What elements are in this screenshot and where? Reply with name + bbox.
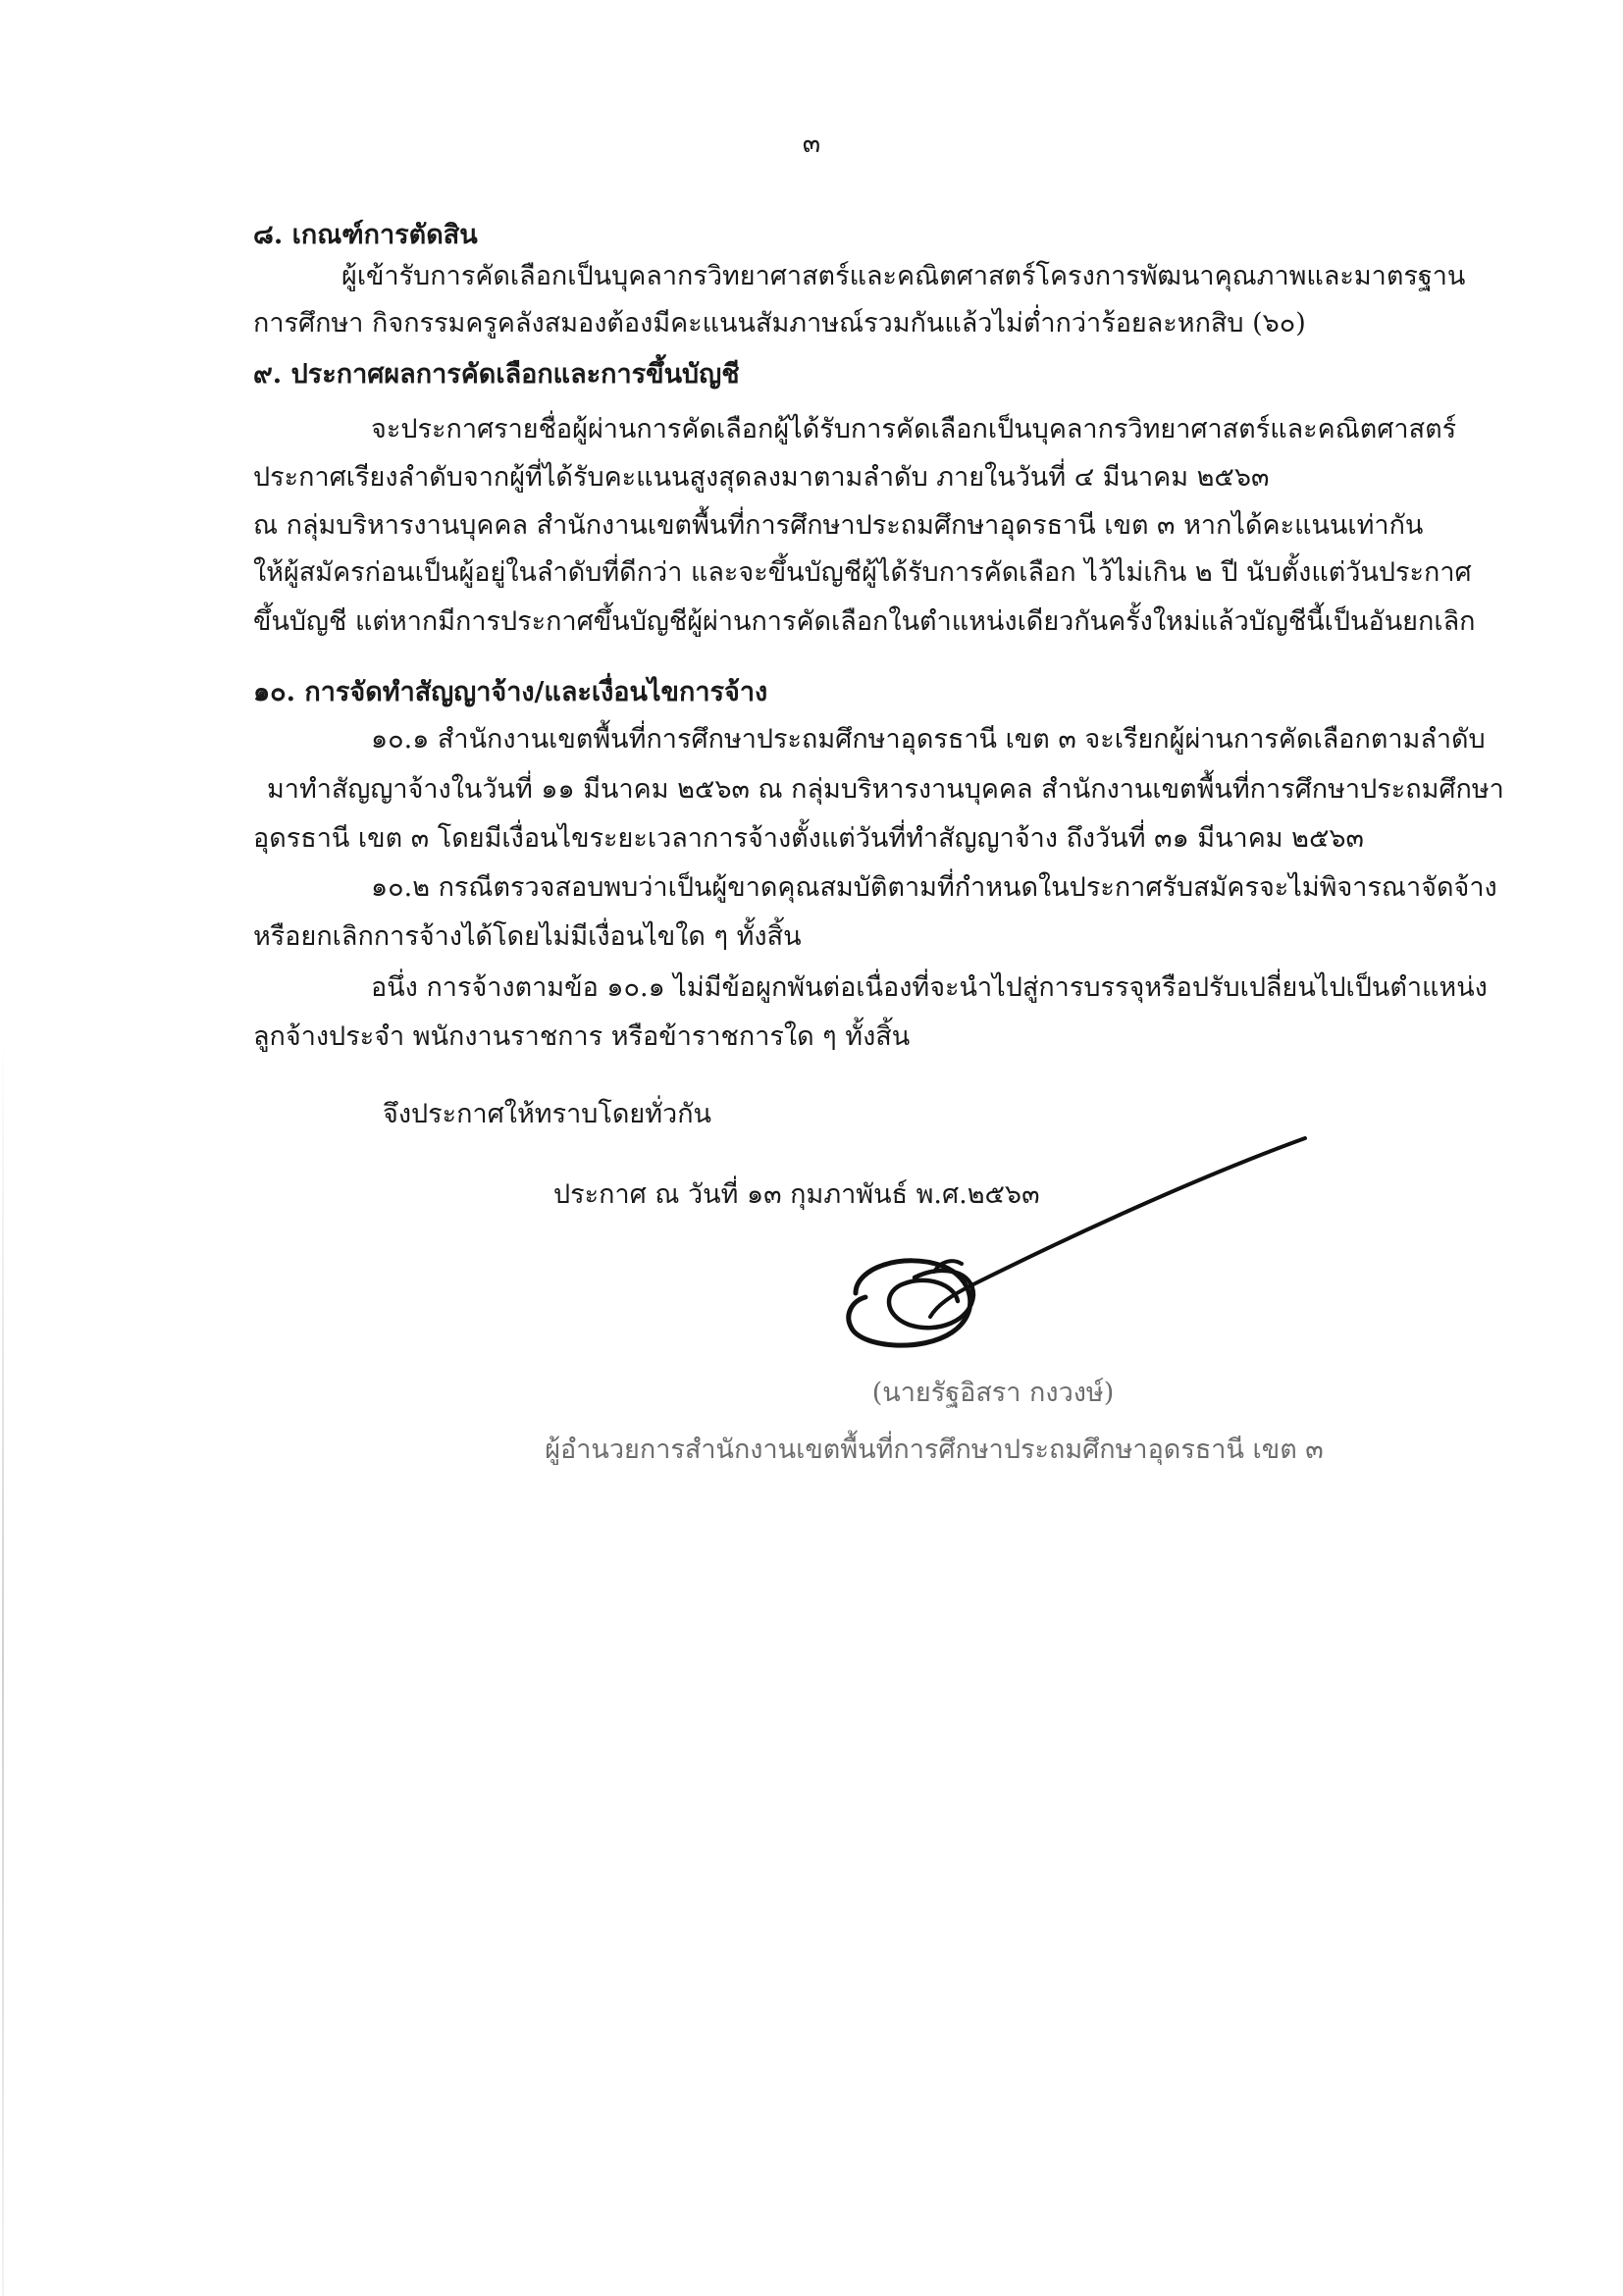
- section-8-line-1: ผู้เข้ารับการคัดเลือกเป็นบุคลากรวิทยาศาสตร์และคณิตศาสตร์โครงการพัฒนาคุณภาพและมาตรฐาน: [341, 261, 1466, 291]
- signer-name: (นายรัฐอิสรา กงวงษ์): [871, 1378, 1115, 1408]
- section-8-line-2: การศึกษา กิจกรรมครูคลังสมองต้องมีคะแนนสัมภาษณ์รวมกันแล้วไม่ต่ำกว่าร้อยละหกสิบ (๖๐): [253, 308, 1306, 339]
- section-9-line-1: จะประกาศรายชื่อผู้ผ่านการคัดเลือกผู้ได้รับการคัดเลือกเป็นบุคลากรวิทยาศาสตร์และคณิตศาสตร์: [371, 414, 1457, 444]
- section-9-line-4: ให้ผู้สมัครก่อนเป็นผู้อยู่ในลำดับที่ดีกว่า และจะขึ้นบัญชีผู้ได้รับการคัดเลือก ไว้ไม่เกิน ๒ ปี นับตั้งแต่วันประกาศ: [253, 557, 1472, 588]
- section-9-heading: ๙. ประกาศผลการคัดเลือกและการขึ้นบัญชี: [253, 359, 740, 390]
- section-10-line-1: ๑๐.๑ สำนักงานเขตพื้นที่การศึกษาประถมศึกษาอุดรธานี เขต ๓ จะเรียกผู้ผ่านการคัดเลือกตามลำดับ: [371, 724, 1486, 755]
- closing-statement: จึงประกาศให้ทราบโดยทั่วกัน: [383, 1099, 711, 1129]
- handwritten-signature: [844, 1128, 1315, 1374]
- announcement-date: ประกาศ ณ วันที่ ๑๓ กุมภาพันธ์ พ.ศ.๒๕๖๓: [553, 1179, 1040, 1210]
- section-10-line-2: มาทำสัญญาจ้างในวันที่ ๑๑ มีนาคม ๒๕๖๓ ณ กลุ่มบริหารงานบุคคล สำนักงานเขตพื้นที่การศึกษาประถมศึกษา: [267, 774, 1504, 805]
- section-9-line-5: ขึ้นบัญชี แต่หากมีการประกาศขึ้นบัญชีผู้ผ่านการคัดเลือกในตำแหน่งเดียวกันครั้งใหม่แล้วบัญชีนี้เป็นอันยกเลิก: [253, 606, 1476, 637]
- section-10-line-4: ๑๐.๒ กรณีตรวจสอบพบว่าเป็นผู้ขาดคุณสมบัติตามที่กำหนดในประกาศรับสมัครจะไม่พิจารณาจัดจ้าง: [371, 872, 1497, 903]
- section-10-line-6: อนึ่ง การจ้างตามข้อ ๑๐.๑ ไม่มีข้อผูกพันต่อเนื่องที่จะนำไปสู่การบรรจุหรือปรับเปลี่ยนไปเป็นตำแหน่ง: [371, 972, 1488, 1003]
- section-10-heading: ๑๐. การจัดทำสัญญาจ้าง/และเงื่อนไขการจ้าง: [253, 677, 768, 707]
- section-10-line-5: หรือยกเลิกการจ้างได้โดยไม่มีเงื่อนไขใด ๆ ทั้งสิ้น: [253, 921, 802, 952]
- section-10-line-7: ลูกจ้างประจำ พนักงานราชการ หรือข้าราชการใด ๆ ทั้งสิ้น: [253, 1021, 911, 1052]
- section-9-line-3: ณ กลุ่มบริหารงานบุคคล สำนักงานเขตพื้นที่การศึกษาประถมศึกษาอุดรธานี เขต ๓ หากได้คะแนนเท่ากัน: [253, 510, 1424, 541]
- page-number: ๓: [802, 129, 821, 159]
- section-8-heading: ๘. เกณฑ์การตัดสิน: [253, 220, 478, 250]
- scan-edge-shadow: [2, 1030, 4, 2296]
- section-10-line-3: อุดรธานี เขต ๓ โดยมีเงื่อนไขระยะเวลาการจ้างตั้งแต่วันที่ทำสัญญาจ้าง ถึงวันที่ ๓๑ มีนาคม ๒๕๖๓: [253, 823, 1364, 854]
- section-9-line-2: ประกาศเรียงลำดับจากผู้ที่ได้รับคะแนนสูงสุดลงมาตามลำดับ ภายในวันที่ ๔ มีนาคม ๒๕๖๓: [253, 462, 1270, 493]
- signer-position: ผู้อำนวยการสำนักงานเขตพื้นที่การศึกษาประถมศึกษาอุดรธานี เขต ๓: [545, 1435, 1324, 1465]
